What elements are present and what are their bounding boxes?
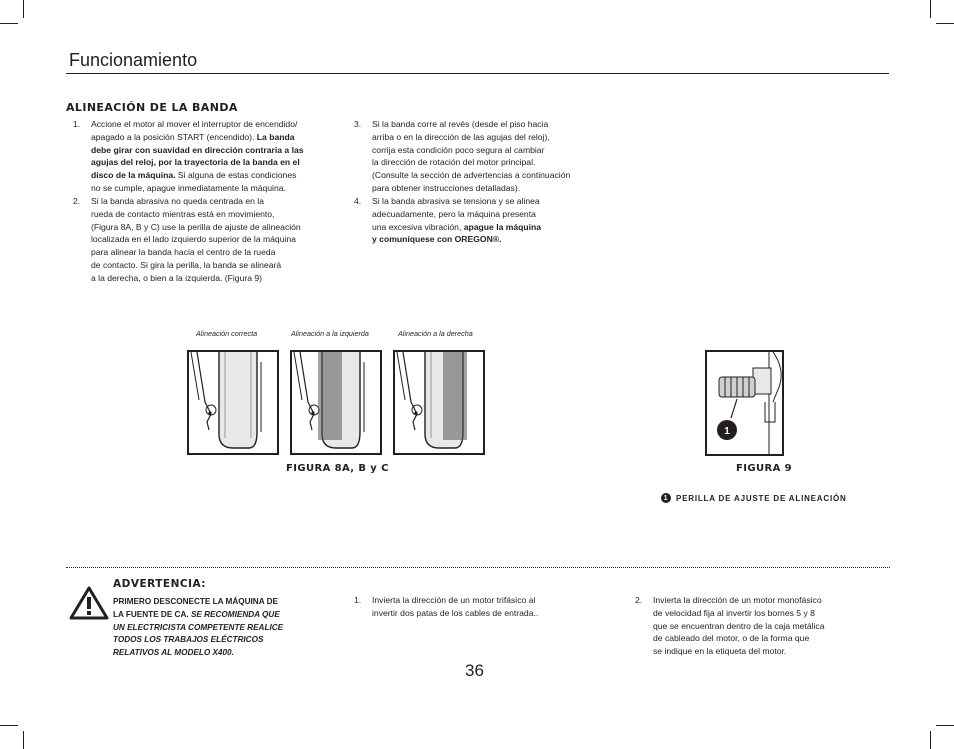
fig-8a-label: Alineación correcta <box>196 329 258 338</box>
belt-wheel-correct-illustration <box>189 352 277 453</box>
page-title: Funcionamiento <box>69 50 198 70</box>
list-item-4: 4. Si la banda abrasiva se tensiona y se alinea adecuadamente, pero la máquina presenta una excesiva vibración, apague la máquina y comuníquese con OREGON®. <box>354 196 542 245</box>
title-rule <box>66 73 889 74</box>
section-heading: ALINEACIÓN DE LA BANDA <box>66 101 238 114</box>
crop-mark <box>930 0 931 18</box>
section-divider <box>66 567 890 568</box>
figure-9 <box>705 350 784 456</box>
figure-8a <box>187 350 279 455</box>
warning-text: PRIMERO DESCONECTE LA MÁQUINA DE LA FUENTE DE CA. SE RECOMIENDA QUE UN ELECTRICISTA COMPETENTE REALICE TODOS LOS TRABAJOS ELÉCTRICOS RELATIVOS AL MODELO X400. <box>113 597 284 658</box>
belt-wheel-left-illustration <box>292 352 380 453</box>
crop-mark <box>936 725 954 726</box>
figure-legend <box>661 493 847 503</box>
legend-text: PERILLA DE AJUSTE DE ALINEACIÓN <box>676 493 847 503</box>
fig-8c-label: Alineación a la derecha <box>398 329 473 338</box>
belt-wheel-right-illustration <box>395 352 483 453</box>
legend-number-badge: 1 <box>661 493 671 503</box>
motor-item-1: 1. Invierta la dirección de un motor trifásico al invertir dos patas de los cables de entrada.. <box>354 595 539 618</box>
motor-item-2: 2. Invierta la dirección de un motor monofásico de velocidad fija al invertir los bornes 5 y 8 que se encuentran dentro de la caja metálica de cableado del motor, o de la forma que se indique en la etiqueta del motor. <box>635 595 825 657</box>
warning-title: ADVERTENCIA: <box>113 578 207 590</box>
crop-mark <box>23 0 24 18</box>
list-item-1: 1. Accione el motor al mover el interruptor de encendido/ apagado a la posición START (encendido). La banda debe girar con suavidad en dirección contraria a las agujas del reloj, por la trayectoria de la banda en el disco de la máquina. Si alguna de estas condiciones no se cumple, apague inmediatamente la máquina. <box>73 119 304 193</box>
list-item-3: 3. Si la banda corre al revés (desde el piso hacia arriba o en la dirección de las agujas del reloj), corrija esta condición poco segura al cambiar la dirección de rotación del motor principal. (Consulte la sección de advertencias a continuación para obtener instrucciones detalladas). <box>354 119 571 193</box>
figure-9-caption: FIGURA 9 <box>736 463 792 474</box>
figure-8c <box>393 350 485 455</box>
figure-8-caption: FIGURA 8A, B y C <box>286 463 389 474</box>
figure-8b <box>290 350 382 455</box>
page-number: 36 <box>465 661 484 680</box>
fig-8b-label: Alineación a la izquierda <box>291 329 369 338</box>
crop-mark <box>0 725 18 726</box>
list-item-2: 2. Si la banda abrasiva no queda centrada en la rueda de contacto mientras está en movimiento, (Figura 8A, B y C) use la perilla de ajuste de alineación localizada en el lado izquierdo superior de la máquina para alinear la banda hacia el centro de la rueda de contacto. Si gira la perilla, la banda se alineará a la derecha, o bien a la izquierda. (Figura 9) <box>73 196 301 283</box>
alignment-knob-illustration <box>707 352 782 454</box>
crop-mark <box>930 731 931 749</box>
crop-mark <box>23 731 24 749</box>
callout-number: 1 <box>724 426 730 437</box>
warning-icon <box>69 586 109 620</box>
crop-mark <box>936 23 954 24</box>
crop-mark <box>0 23 18 24</box>
